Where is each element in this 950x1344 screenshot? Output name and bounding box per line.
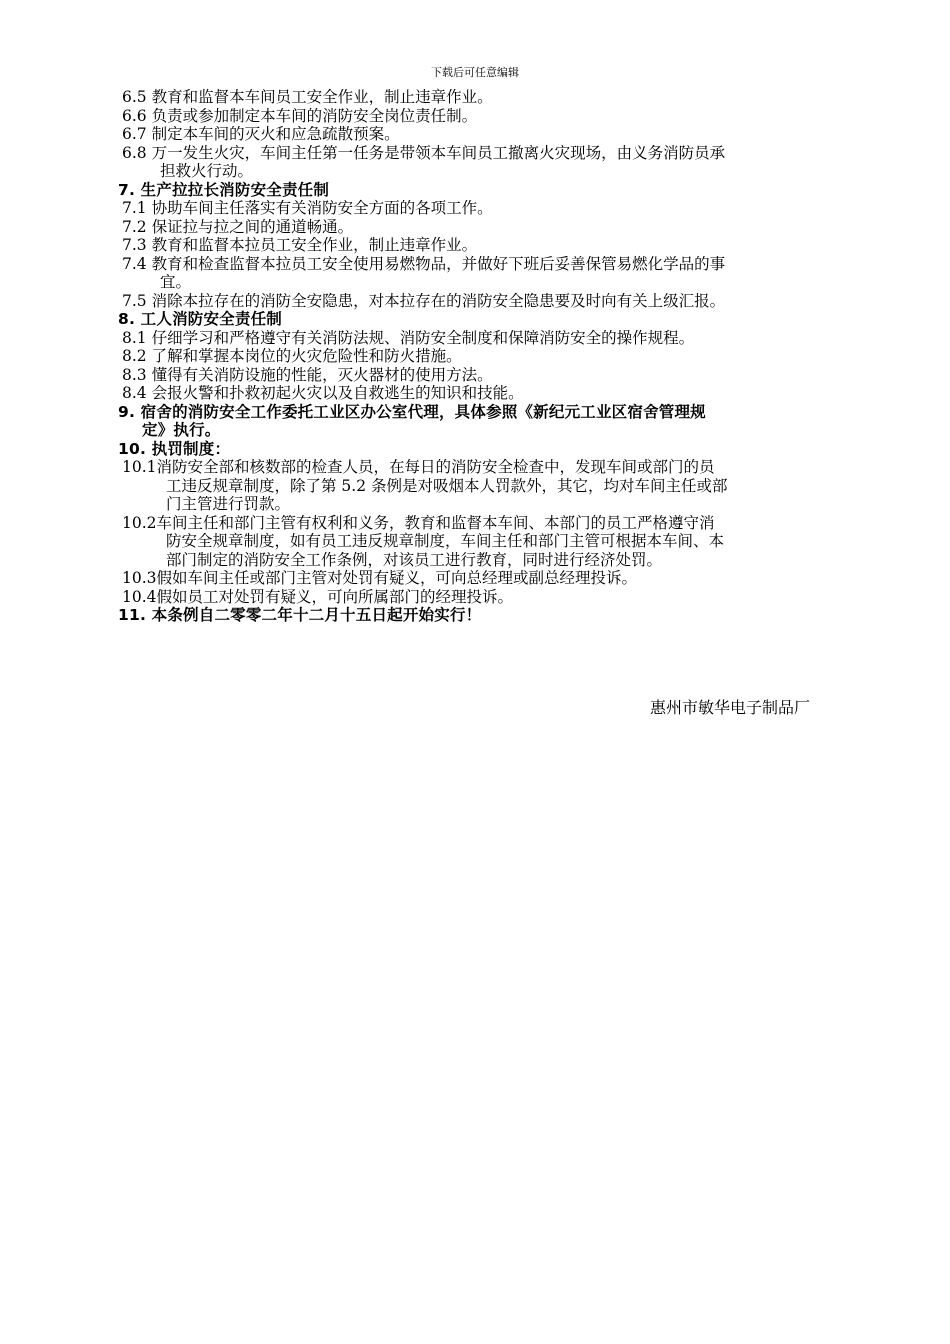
clause-7-4: 7.4 教育和检查监督本拉员工安全使用易燃物品，并做好下班后妥善保管易燃化学品的事 [122, 254, 726, 273]
clause-7-5: 7.5 消除本拉存在的消防全安隐患，对本拉存在的消防安全隐患要及时向有关上级汇报。 [122, 291, 726, 310]
clause-10-2-continued-2: 部门制定的消防安全工作条例，对该员工进行教育，同时进行经济处罚。 [166, 550, 663, 569]
clause-8-1: 8.1 仔细学习和严格遵守有关消防法规、消防安全制度和保障消防安全的操作规程。 [122, 328, 695, 347]
clause-10-1-continued: 工违反规章制度，除了第 5.2 条例是对吸烟本人罚款外，其它，均对车间主任或部 [166, 476, 728, 495]
section-7-heading: 7. 生产拉拉长消防安全责任制 [118, 180, 330, 199]
document-body [118, 88, 870, 625]
section-10-heading: 10. 执罚制度： [118, 439, 231, 458]
clause-8-4: 8.4 会报火警和扑救初起火灾以及自救逃生的知识和技能。 [122, 384, 524, 402]
clause-8-2: 8.2 了解和掌握本岗位的火灾危险性和防火措施。 [122, 347, 462, 365]
clause-7-3: 7.3 教育和监督本拉员工安全作业，制止违章作业。 [122, 236, 478, 254]
section-9-continued: 定》执行。 [142, 421, 221, 439]
clause-7-1: 7.1 协助车间主任落实有关消防安全方面的各项工作。 [122, 199, 493, 217]
clause-6-5: 6.5 教育和监督本车间员工安全作业，制止违章作业。 [122, 88, 493, 106]
company-signature: 惠州市敏华电子制品厂 [650, 698, 811, 717]
clause-6-8: 6.8 万一发生火灾，车间主任第一任务是带领本车间员工撤离火灾现场，由义务消防员承 [122, 143, 726, 162]
download-note: 下载后可任意编辑 [431, 66, 519, 79]
clause-6-8-continued: 担救火行动。 [160, 162, 254, 180]
clause-6-6: 6.6 负责或参加制定本车间的消防安全岗位责任制。 [122, 106, 478, 125]
clause-7-4-continued: 宜。 [160, 273, 192, 291]
clause-7-2: 7.2 保证拉与拉之间的通道畅通。 [122, 217, 354, 236]
clause-6-7: 6.7 制定本车间的灭火和应急疏散预案。 [122, 125, 400, 143]
clause-8-3: 8.3 懂得有关消防设施的性能，灭火器材的使用方法。 [122, 365, 493, 384]
clause-10-2-continued: 防安全规章制度，如有员工违反规章制度，车间主任和部门主管可根据本车间、本 [166, 532, 725, 550]
clause-10-1: 10.1消防安全部和核数部的检查人员，在每日的消防安全检查中，发现车间或部门的员 [122, 458, 715, 476]
clause-10-3: 10.3假如车间主任或部门主管对处罚有疑义，可向总经理或副总经理投诉。 [122, 569, 638, 587]
section-8-heading: 8. 工人消防安全责任制 [118, 310, 282, 328]
clause-10-2: 10.2车间主任和部门主管有权利和义务，教育和监督本车间、本部门的员工严格遵守消 [122, 513, 715, 532]
section-9-heading: 9. 宿舍的消防安全工作委托工业区办公室代理，具体参照《新纪元工业区宿舍管理规 [118, 402, 706, 421]
section-11-heading: 11. 本条例自二零零二年十二月十五日起开始实行！ [118, 606, 482, 624]
clause-10-1-continued-2: 门主管进行罚款。 [166, 495, 291, 513]
clause-10-4: 10.4假如员工对处罚有疑义，可向所属部门的经理投诉。 [122, 587, 514, 606]
